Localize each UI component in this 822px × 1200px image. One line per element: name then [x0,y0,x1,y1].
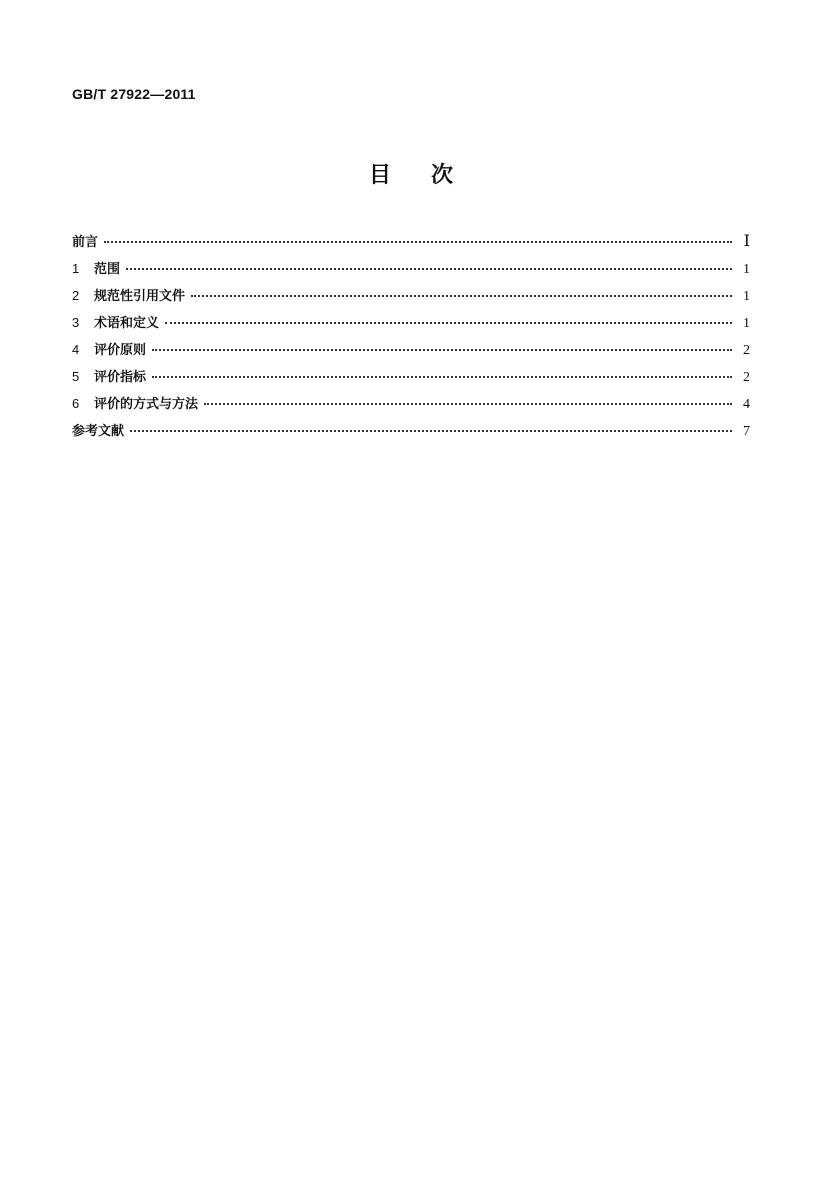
toc-section-number: 1 [72,261,80,276]
standard-code: GB/T 27922—2011 [72,86,196,102]
toc-section-number: 2 [72,288,80,303]
toc-section-number: 3 [72,315,80,330]
toc-page-number: 7 [743,424,750,439]
toc-leader-dots [152,376,732,378]
toc-entry-bibliography[interactable] [72,420,750,447]
toc-page-number: 1 [743,289,750,304]
page-title: 目次 [368,163,493,188]
toc-section-number: 4 [72,342,80,357]
toc-leader-dots [191,295,732,297]
toc-entry-normative-references[interactable] [72,285,750,312]
toc-entry-scope[interactable] [72,258,750,285]
toc-entry-label: 参考文献 [72,424,125,439]
toc-page-number: 1 [743,316,750,331]
toc-page-number: 4 [743,397,750,412]
toc-entry-evaluation-indicators[interactable] [72,366,750,393]
toc-entry-label: 评价的方式与方法 [94,397,199,412]
toc-entry-label: 评价指标 [94,370,147,385]
toc-leader-dots [204,403,732,405]
toc-leader-dots [165,322,732,324]
toc-leader-dots [126,268,732,270]
toc-leader-dots [130,430,732,432]
toc-entry-label: 范围 [94,262,121,277]
toc-entry-label: 前言 [72,235,99,250]
toc-entry-evaluation-principles[interactable] [72,339,750,366]
toc-leader-dots [104,241,732,243]
toc-page-number: 2 [743,343,750,358]
toc-page-number: Ⅰ [743,233,750,250]
toc-entry-label: 术语和定义 [94,316,160,331]
toc-entry-foreword[interactable] [72,231,750,258]
table-of-contents [72,231,750,447]
toc-entry-terms-definitions[interactable] [72,312,750,339]
toc-page-number: 2 [743,370,750,385]
toc-section-number: 5 [72,369,80,384]
toc-entry-label: 规范性引用文件 [94,289,186,304]
toc-section-number: 6 [72,396,80,411]
toc-entry-label: 评价原则 [94,343,147,358]
toc-entry-evaluation-methods[interactable] [72,393,750,420]
toc-page-number: 1 [743,262,750,277]
toc-leader-dots [152,349,732,351]
